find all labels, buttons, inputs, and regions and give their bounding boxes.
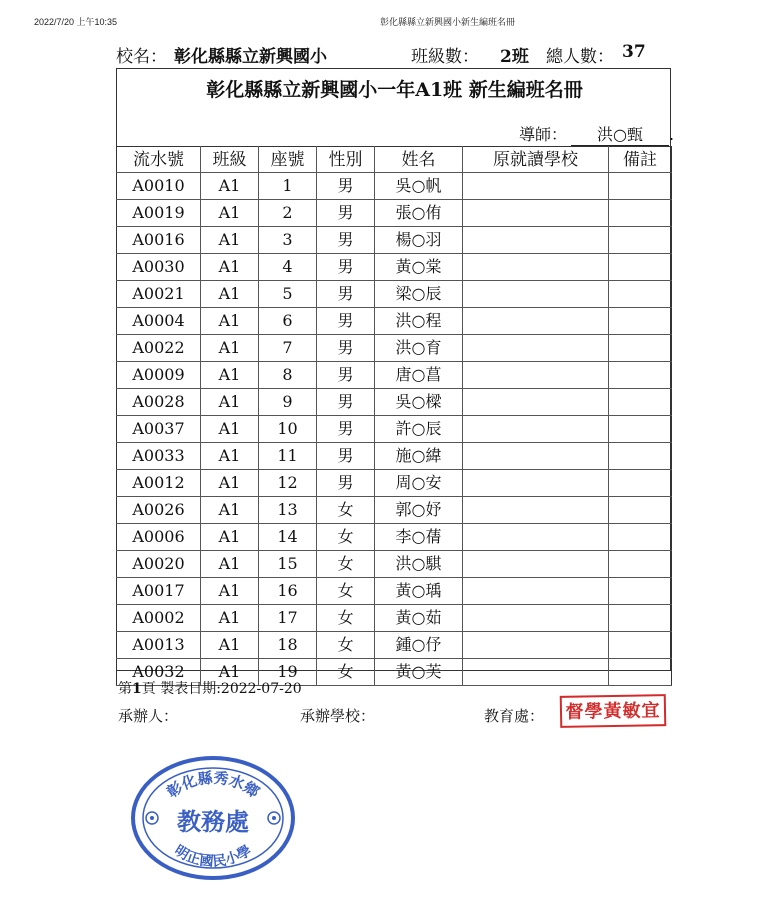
table-row bbox=[117, 443, 672, 470]
seat-cell: 12 bbox=[259, 470, 317, 497]
school-name-value: 彰化縣縣立新興國小 bbox=[174, 47, 327, 67]
name-cell: 洪○程 bbox=[375, 308, 463, 335]
class-cell: A1 bbox=[201, 632, 259, 659]
page-prefix: 第 bbox=[118, 681, 132, 697]
class-cell: A1 bbox=[201, 281, 259, 308]
serial-cell: A0028 bbox=[117, 389, 201, 416]
prev-school-cell bbox=[463, 632, 609, 659]
seal-bottom-text: 明正國民小學 bbox=[171, 842, 255, 871]
class-count-value: 2班 bbox=[500, 47, 529, 67]
class-cell: A1 bbox=[201, 173, 259, 200]
name-cell: 張○侑 bbox=[375, 200, 463, 227]
prev-school-cell bbox=[463, 281, 609, 308]
remarks-cell bbox=[609, 632, 672, 659]
teacher-label: 導師： bbox=[519, 125, 568, 144]
prev-school-cell bbox=[463, 200, 609, 227]
table-row bbox=[117, 335, 672, 362]
prev-school-cell bbox=[463, 605, 609, 632]
serial-cell: A0021 bbox=[117, 281, 201, 308]
class-cell: A1 bbox=[201, 362, 259, 389]
prev-school-cell bbox=[463, 497, 609, 524]
gender-cell: 女 bbox=[317, 632, 375, 659]
remarks-cell bbox=[609, 227, 672, 254]
prev-school-cell bbox=[463, 389, 609, 416]
serial-cell: A0020 bbox=[117, 551, 201, 578]
print-datetime: 2022/7/20 上午10:35 bbox=[34, 17, 118, 27]
table-header-row bbox=[117, 147, 672, 173]
page-number: 1 bbox=[132, 681, 142, 697]
inspector-red-stamp: 督學黃敏宜 bbox=[560, 694, 667, 728]
gender-cell: 男 bbox=[317, 173, 375, 200]
table-row bbox=[117, 524, 672, 551]
seal-flower-icon-left bbox=[146, 812, 158, 824]
academic-affairs-seal bbox=[128, 750, 298, 880]
seat-cell: 18 bbox=[259, 632, 317, 659]
table-row bbox=[117, 200, 672, 227]
remarks-cell bbox=[609, 254, 672, 281]
seat-cell: 3 bbox=[259, 227, 317, 254]
serial-cell: A0002 bbox=[117, 605, 201, 632]
remarks-cell bbox=[609, 173, 672, 200]
gender-cell: 女 bbox=[317, 605, 375, 632]
school-info-row bbox=[0, 42, 775, 68]
table-row bbox=[117, 362, 672, 389]
prev-school-cell bbox=[463, 551, 609, 578]
name-cell: 洪○騏 bbox=[375, 551, 463, 578]
seat-cell: 17 bbox=[259, 605, 317, 632]
prev-school-cell bbox=[463, 308, 609, 335]
table-row bbox=[117, 551, 672, 578]
organizing-school-label: 承辦學校： bbox=[300, 707, 376, 725]
table-row bbox=[117, 632, 672, 659]
serial-cell: A0033 bbox=[117, 443, 201, 470]
total-students-label: 總人數： bbox=[546, 47, 614, 67]
name-cell: 楊○羽 bbox=[375, 227, 463, 254]
remarks-cell bbox=[609, 659, 672, 686]
serial-cell: A0016 bbox=[117, 227, 201, 254]
class-cell: A1 bbox=[201, 227, 259, 254]
prev-school-cell bbox=[463, 254, 609, 281]
name-cell: 唐○菖 bbox=[375, 362, 463, 389]
class-cell: A1 bbox=[201, 308, 259, 335]
table-row bbox=[117, 254, 672, 281]
gender-cell: 男 bbox=[317, 389, 375, 416]
serial-cell: A0026 bbox=[117, 497, 201, 524]
date-value: 2022-07-20 bbox=[220, 681, 302, 697]
table-row bbox=[117, 308, 672, 335]
remarks-cell bbox=[609, 524, 672, 551]
teacher-name: 洪○甄 bbox=[571, 122, 669, 146]
sheet-title: 彰化縣縣立新興國小一年A1班 新生編班名冊 bbox=[206, 79, 583, 101]
date-label: 製表日期: bbox=[160, 681, 221, 697]
class-cell: A1 bbox=[201, 578, 259, 605]
class-cell: A1 bbox=[201, 416, 259, 443]
remarks-cell bbox=[609, 416, 672, 443]
page-footer bbox=[118, 678, 302, 698]
col-gender-header: 性別 bbox=[317, 147, 375, 173]
print-doc-title: 彰化縣縣立新興國小新生編班名冊 bbox=[380, 17, 516, 27]
remarks-cell bbox=[609, 335, 672, 362]
table-row bbox=[117, 227, 672, 254]
seal-graphic bbox=[128, 750, 298, 880]
seat-cell: 16 bbox=[259, 578, 317, 605]
gender-cell: 女 bbox=[317, 659, 375, 686]
table-row bbox=[117, 416, 672, 443]
name-cell: 吳○帆 bbox=[375, 173, 463, 200]
name-cell: 施○緯 bbox=[375, 443, 463, 470]
class-cell: A1 bbox=[201, 497, 259, 524]
gender-cell: 男 bbox=[317, 443, 375, 470]
class-cell: A1 bbox=[201, 443, 259, 470]
class-cell: A1 bbox=[201, 524, 259, 551]
name-cell: 許○辰 bbox=[375, 416, 463, 443]
class-cell: A1 bbox=[201, 551, 259, 578]
serial-cell: A0010 bbox=[117, 173, 201, 200]
serial-cell: A0009 bbox=[117, 362, 201, 389]
seat-cell: 19 bbox=[259, 659, 317, 686]
prev-school-cell bbox=[463, 470, 609, 497]
gender-cell: 男 bbox=[317, 227, 375, 254]
name-cell: 黃○茹 bbox=[375, 605, 463, 632]
remarks-cell bbox=[609, 200, 672, 227]
remarks-cell bbox=[609, 281, 672, 308]
education-office-label: 教育處： bbox=[484, 707, 545, 725]
prev-school-cell bbox=[463, 578, 609, 605]
table-row bbox=[117, 470, 672, 497]
prev-school-cell bbox=[463, 443, 609, 470]
name-cell: 梁○辰 bbox=[375, 281, 463, 308]
name-cell: 吳○樑 bbox=[375, 389, 463, 416]
table-row bbox=[117, 389, 672, 416]
prev-school-cell bbox=[463, 227, 609, 254]
table-row bbox=[117, 497, 672, 524]
remarks-cell bbox=[609, 578, 672, 605]
serial-cell: A0013 bbox=[117, 632, 201, 659]
gender-cell: 男 bbox=[317, 335, 375, 362]
prev-school-cell bbox=[463, 362, 609, 389]
gender-cell: 男 bbox=[317, 416, 375, 443]
class-cell: A1 bbox=[201, 659, 259, 686]
gender-cell: 女 bbox=[317, 578, 375, 605]
gender-cell: 女 bbox=[317, 497, 375, 524]
remarks-cell bbox=[609, 470, 672, 497]
remarks-cell bbox=[609, 362, 672, 389]
gender-cell: 女 bbox=[317, 551, 375, 578]
organizer-label: 承辦人： bbox=[118, 707, 179, 725]
remarks-cell bbox=[609, 605, 672, 632]
prev-school-cell bbox=[463, 416, 609, 443]
seal-center-text: 教務處 bbox=[177, 807, 249, 836]
table-row bbox=[117, 173, 672, 200]
name-cell: 黃○棠 bbox=[375, 254, 463, 281]
serial-cell: A0022 bbox=[117, 335, 201, 362]
name-cell: 周○安 bbox=[375, 470, 463, 497]
seat-cell: 15 bbox=[259, 551, 317, 578]
seat-cell: 1 bbox=[259, 173, 317, 200]
remarks-cell bbox=[609, 389, 672, 416]
seat-cell: 9 bbox=[259, 389, 317, 416]
table-row bbox=[117, 281, 672, 308]
serial-cell: A0030 bbox=[117, 254, 201, 281]
prev-school-cell bbox=[463, 173, 609, 200]
class-cell: A1 bbox=[201, 335, 259, 362]
seat-cell: 13 bbox=[259, 497, 317, 524]
total-students-value: 37 bbox=[622, 42, 646, 62]
class-cell: A1 bbox=[201, 470, 259, 497]
serial-cell: A0017 bbox=[117, 578, 201, 605]
class-count-label: 班級數： bbox=[411, 47, 479, 67]
col-seat-header: 座號 bbox=[259, 147, 317, 173]
table-row bbox=[117, 605, 672, 632]
serial-cell: A0012 bbox=[117, 470, 201, 497]
seat-cell: 8 bbox=[259, 362, 317, 389]
serial-cell: A0032 bbox=[117, 659, 201, 686]
prev-school-cell bbox=[463, 659, 609, 686]
serial-cell: A0019 bbox=[117, 200, 201, 227]
seat-cell: 11 bbox=[259, 443, 317, 470]
seal-top-text: 彰化縣秀水鄉 bbox=[163, 768, 263, 802]
school-name-label: 校名： bbox=[116, 47, 167, 67]
seat-cell: 7 bbox=[259, 335, 317, 362]
col-name-header: 姓名 bbox=[375, 147, 463, 173]
remarks-cell bbox=[609, 443, 672, 470]
prev-school-cell bbox=[463, 335, 609, 362]
name-cell: 洪○育 bbox=[375, 335, 463, 362]
seat-cell: 10 bbox=[259, 416, 317, 443]
class-cell: A1 bbox=[201, 254, 259, 281]
class-cell: A1 bbox=[201, 200, 259, 227]
class-cell: A1 bbox=[201, 389, 259, 416]
col-class-header: 班級 bbox=[201, 147, 259, 173]
name-cell: 李○蒨 bbox=[375, 524, 463, 551]
teacher-row bbox=[519, 122, 674, 146]
seat-cell: 2 bbox=[259, 200, 317, 227]
seat-cell: 4 bbox=[259, 254, 317, 281]
remarks-cell bbox=[609, 551, 672, 578]
teacher-trailing: . bbox=[669, 125, 675, 144]
seat-cell: 14 bbox=[259, 524, 317, 551]
class-cell: A1 bbox=[201, 605, 259, 632]
gender-cell: 男 bbox=[317, 470, 375, 497]
gender-cell: 男 bbox=[317, 254, 375, 281]
roster-table bbox=[116, 146, 672, 686]
col-serial-header: 流水號 bbox=[117, 147, 201, 173]
seat-cell: 5 bbox=[259, 281, 317, 308]
gender-cell: 男 bbox=[317, 281, 375, 308]
serial-cell: A0004 bbox=[117, 308, 201, 335]
page-suffix: 頁 bbox=[141, 681, 156, 697]
gender-cell: 男 bbox=[317, 308, 375, 335]
table-row bbox=[117, 578, 672, 605]
roster-body bbox=[117, 173, 672, 686]
seal-flower-icon-right bbox=[268, 812, 280, 824]
serial-cell: A0037 bbox=[117, 416, 201, 443]
col-remarks-header: 備註 bbox=[609, 147, 672, 173]
gender-cell: 女 bbox=[317, 524, 375, 551]
name-cell: 鍾○伃 bbox=[375, 632, 463, 659]
serial-cell: A0006 bbox=[117, 524, 201, 551]
gender-cell: 男 bbox=[317, 200, 375, 227]
gender-cell: 男 bbox=[317, 362, 375, 389]
prev-school-cell bbox=[463, 524, 609, 551]
name-cell: 黃○芙 bbox=[375, 659, 463, 686]
remarks-cell bbox=[609, 308, 672, 335]
name-cell: 郭○妤 bbox=[375, 497, 463, 524]
col-prev-school-header: 原就讀學校 bbox=[463, 147, 609, 173]
name-cell: 黃○瑀 bbox=[375, 578, 463, 605]
remarks-cell bbox=[609, 497, 672, 524]
seat-cell: 6 bbox=[259, 308, 317, 335]
